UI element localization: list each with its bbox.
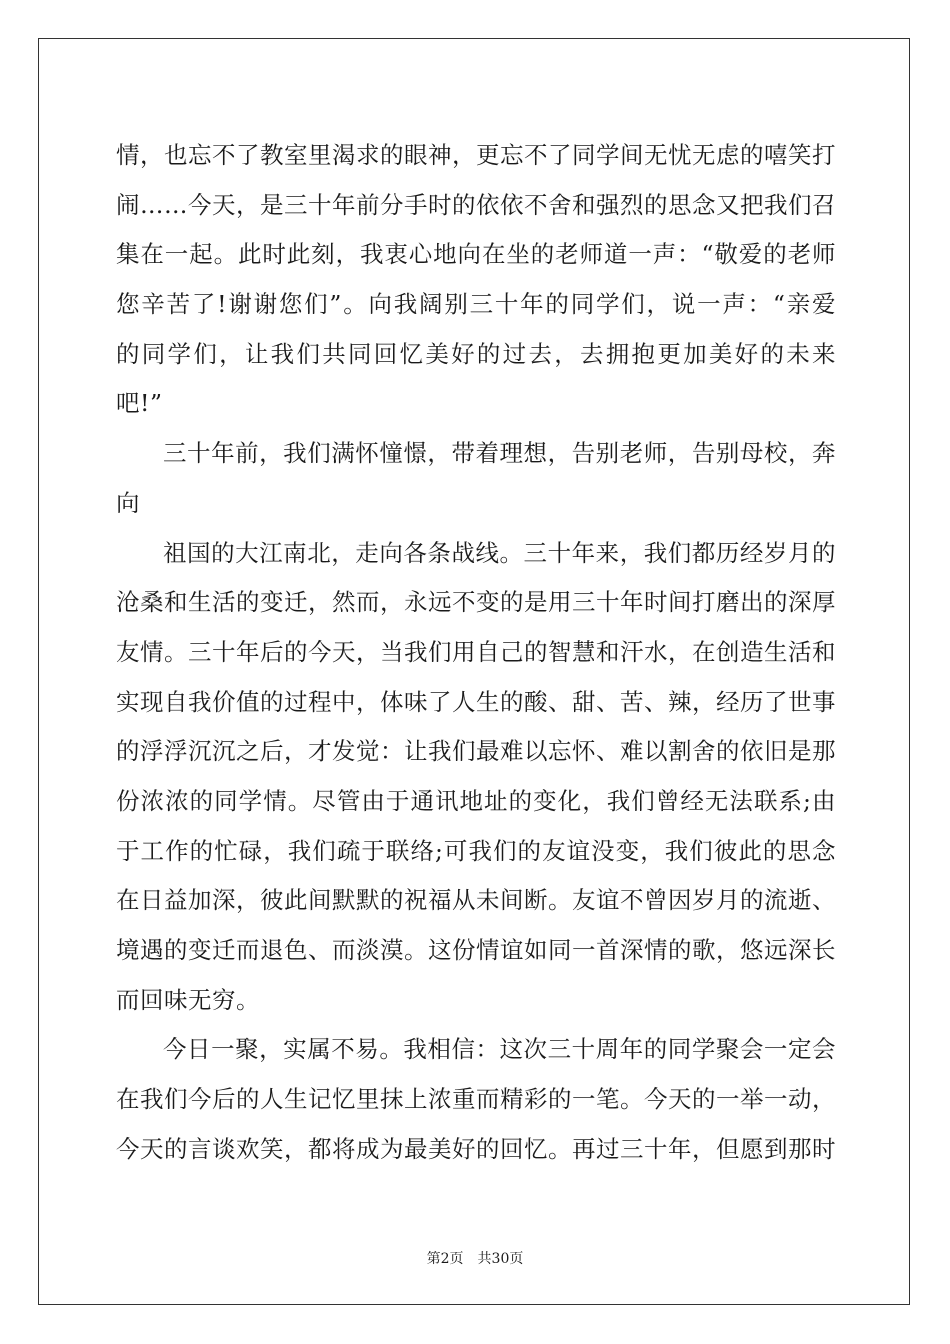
- text-line: 境遇的变迁而退色、而淡漠。这份情谊如同一首深情的歌，悠远深长: [116, 936, 836, 964]
- text-line: 沧桑和生活的变迁，然而，永远不变的是用三十年时间打磨出的深厚: [116, 588, 836, 617]
- text-line: 闹……今天，是三十年前分手时的依依不舍和强烈的思念又把我们召: [116, 190, 836, 219]
- document-body: [116, 131, 836, 1174]
- text-line: 于工作的忙碌，我们疏于联络;可我们的友谊没变，我们彼此的思念: [116, 836, 836, 865]
- text-line: 祖国的大江南北，走向各条战线。三十年来，我们都历经岁月的: [163, 538, 836, 567]
- text-line: 向: [116, 488, 140, 517]
- text-line: 在日益加深，彼此间默默的祝福从未间断。友谊不曾因岁月的流逝、: [116, 886, 836, 915]
- text-line: 今天的言谈欢笑，都将成为最美好的回忆。再过三十年，但愿到那时: [116, 1134, 836, 1163]
- text-line: 集在一起。此时此刻，我衷心地向在坐的老师道一声：“敬爱的老师: [116, 240, 836, 269]
- text-line: 您辛苦了!谢谢您们”。向我阔别三十年的同学们，说一声：“亲爱: [116, 290, 836, 319]
- text-line: 的同学们，让我们共同回忆美好的过去，去拥抱更加美好的未来: [116, 339, 836, 368]
- text-line: 友情。三十年后的今天，当我们用自己的智慧和汗水，在创造生活和: [116, 637, 836, 666]
- text-line: 情，也忘不了教室里渴求的眼神，更忘不了同学间无忧无虑的嘻笑打: [116, 141, 836, 169]
- text-line: 实现自我价值的过程中，体味了人生的酸、甜、苦、辣，经历了世事: [116, 687, 836, 716]
- text-line: 三十年前，我们满怀憧憬，带着理想，告别老师，告别母校，奔: [163, 439, 836, 468]
- text-line: 今日一聚，实属不易。我相信：这次三十周年的同学聚会一定会: [163, 1035, 836, 1064]
- text-line: 而回味无穷。: [116, 985, 260, 1014]
- text-line: 吧!”: [116, 389, 163, 418]
- text-line: 份浓浓的同学情。尽管由于通讯地址的变化，我们曾经无法联系;由: [116, 786, 836, 815]
- page-number: 第2页 共30页: [426, 1251, 524, 1267]
- text-line: 在我们今后的人生记忆里抹上浓重而精彩的一笔。今天的一举一动，: [116, 1085, 836, 1114]
- text-line: 的浮浮沉沉之后，才发觉：让我们最难以忘怀、难以割舍的依旧是那: [116, 737, 836, 766]
